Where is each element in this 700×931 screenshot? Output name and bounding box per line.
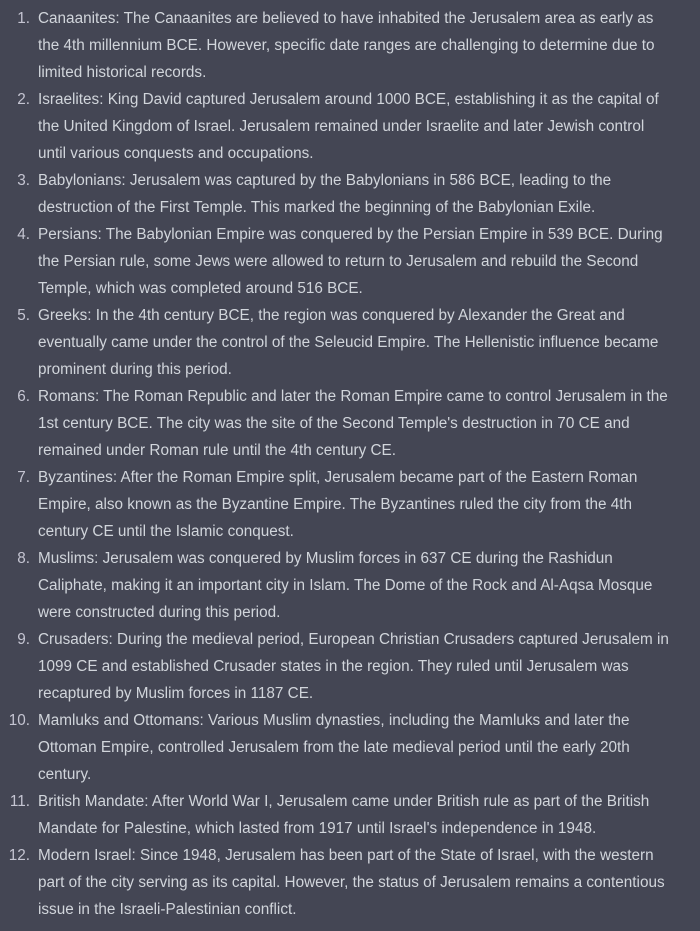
list-item (0, 221, 700, 302)
list-item (0, 302, 700, 383)
list-item (0, 788, 700, 842)
list-item (0, 167, 700, 221)
list-item (0, 383, 700, 464)
list-item-text: Romans: The Roman Republic and later the Roman Empire came to control Jerusalem in the 1st century BCE. The city was the site of the Second Temple's destruction in 70 CE and remained under Roman rule until the 4th century CE. (38, 388, 668, 459)
list-item-number: 7. (17, 469, 30, 486)
ordered-list (0, 5, 700, 923)
list-item-text: Canaanites: The Canaanites are believed to have inhabited the Jerusalem area as early as the 4th millennium BCE. However, specific date ranges are challenging to determine due to limited historical records. (38, 10, 655, 81)
list-item-text: Babylonians: Jerusalem was captured by the Babylonians in 586 BCE, leading to the destruction of the First Temple. This marked the beginning of the Babylonian Exile. (38, 172, 612, 216)
list-item-text: Mamluks and Ottomans: Various Muslim dynasties, including the Mamluks and later the Ottoman Empire, controlled Jerusalem from the late medieval period until the early 20th century. (38, 712, 630, 783)
list-item-number: 12. (8, 847, 30, 864)
list-item-text: Greeks: In the 4th century BCE, the region was conquered by Alexander the Great and eventually came under the control of the Seleucid Empire. The Hellenistic influence became prominent during this period. (38, 307, 659, 378)
list-item-text: Modern Israel: Since 1948, Jerusalem has been part of the State of Israel, with the western part of the city serving as its capital. However, the status of Jerusalem remains a contentious issue in the Israeli-Palestinian conflict. (38, 847, 665, 918)
list-item-number: 10. (8, 712, 30, 729)
list-item (0, 707, 700, 788)
list-item (0, 5, 700, 86)
list-item (0, 86, 700, 167)
list-item-number: 9. (17, 631, 30, 648)
list-item-number: 2. (17, 91, 30, 108)
list-item-text: Crusaders: During the medieval period, European Christian Crusaders captured Jerusalem in 1099 CE and established Crusader states in the region. They ruled until Jerusalem was recaptured by Muslim forces in 1187 CE. (38, 631, 669, 702)
list-item (0, 626, 700, 707)
list-item-text: Byzantines: After the Roman Empire split, Jerusalem became part of the Eastern Roman Empire, also known as the Byzantine Empire. The Byzantines ruled the city from the 4th century CE until the Islamic conquest. (38, 469, 638, 540)
list-item-text: Israelites: King David captured Jerusalem around 1000 BCE, establishing it as the capital of the United Kingdom of Israel. Jerusalem remained under Israelite and later Jewish control until various conquests and occupations. (38, 91, 659, 162)
list-item (0, 545, 700, 626)
list-item-text: British Mandate: After World War I, Jerusalem came under British rule as part of the British Mandate for Palestine, which lasted from 1917 until Israel's independence in 1948. (38, 793, 650, 837)
list-item-number: 3. (17, 172, 30, 189)
list-item-text: Muslims: Jerusalem was conquered by Muslim forces in 637 CE during the Rashidun Caliphate, making it an important city in Islam. The Dome of the Rock and Al-Aqsa Mosque were constructed during this period. (38, 550, 653, 621)
list-item-number: 6. (17, 388, 30, 405)
list-item (0, 842, 700, 923)
list-item-number: 4. (17, 226, 30, 243)
list-item (0, 464, 700, 545)
list-item-number: 11. (9, 793, 30, 810)
list-item-text: Persians: The Babylonian Empire was conquered by the Persian Empire in 539 BCE. During the Persian rule, some Jews were allowed to return to Jerusalem and rebuild the Second Temple, which was completed around 516 BCE. (38, 226, 663, 297)
list-item-number: 1. (17, 10, 30, 27)
list-item-number: 5. (17, 307, 30, 324)
list-item-number: 8. (17, 550, 30, 567)
